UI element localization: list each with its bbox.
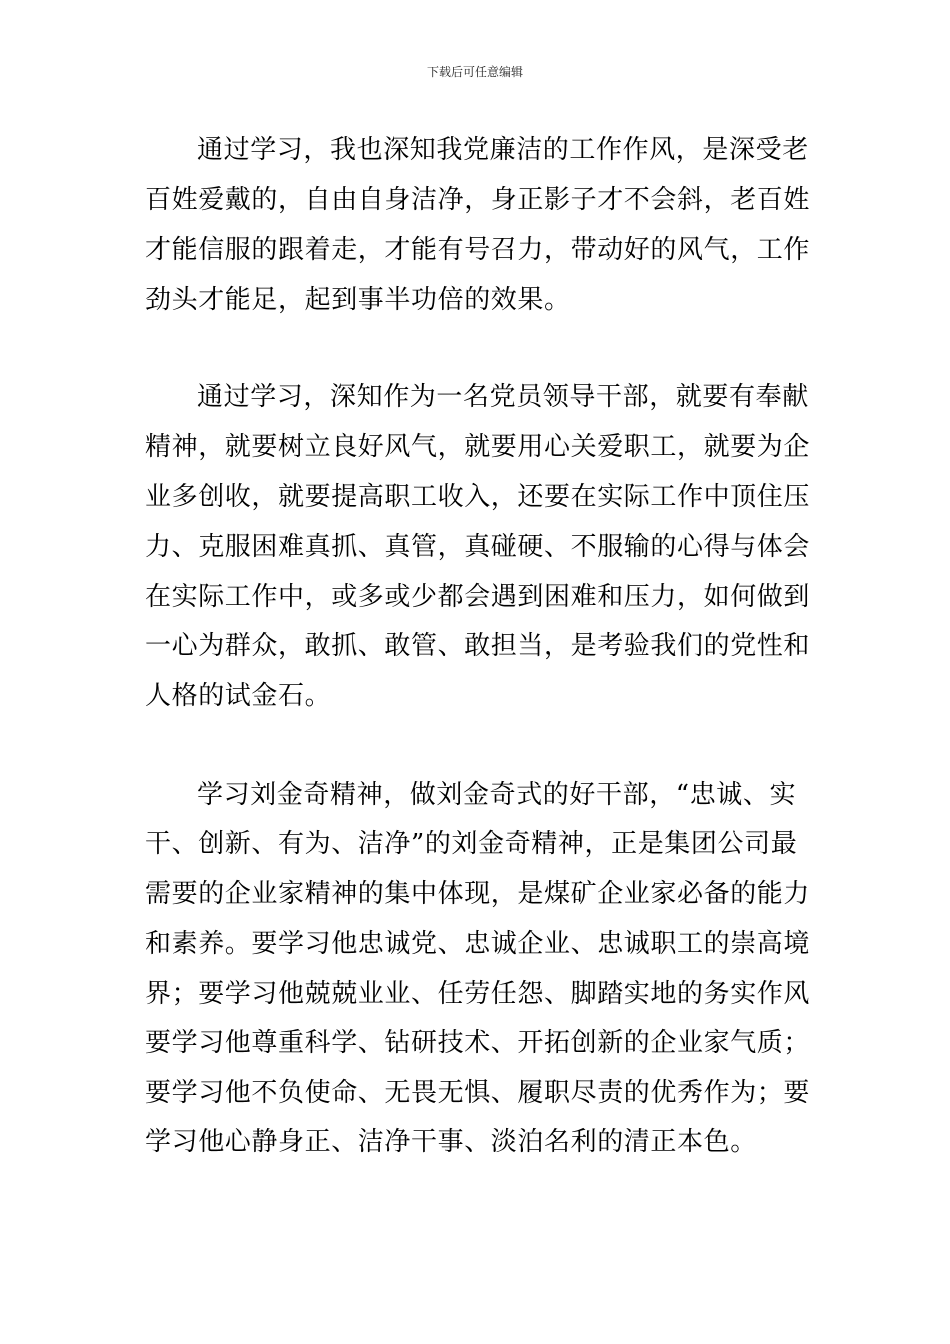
paragraph-line: 一心为群众，敢抓、敢管、敢担当，是考验我们的党性和 — [145, 631, 811, 661]
paragraph-line: 人格的试金石。 — [145, 681, 332, 711]
paragraph-line: 百姓爱戴的，自由自身洁净，身正影子才不会斜，老百姓 — [145, 185, 811, 215]
paragraph-line: 力、克服困难真抓、真管，真碰硬、不服输的心得与体会 — [145, 532, 811, 562]
page-header-note: 下载后可任意编辑 — [426, 65, 523, 79]
paragraph-line: 干、创新、有为、洁净”的刘金奇精神，正是集团公司最 — [145, 829, 798, 859]
paragraph-line: 才能信服的跟着走，才能有号召力，带动好的风气，工作 — [145, 235, 811, 265]
paragraph-line: 和素养。要学习他忠诚党、忠诚企业、忠诚职工的崇高境 — [145, 929, 811, 959]
paragraph-line: 在实际工作中，或多或少都会遇到困难和压力，如何做到 — [145, 582, 811, 612]
paragraph-line: 业多创收，就要提高职工收入，还要在实际工作中顶住压 — [145, 482, 811, 512]
paragraph-line: 劲头才能足，起到事半功倍的效果。 — [145, 285, 571, 315]
paragraph-line: 学习他心静身正、洁净干事、淡泊名利的清正本色。 — [145, 1127, 757, 1157]
paragraph-line: 通过学习，深知作为一名党员领导干部，就要有奉献 — [197, 382, 809, 412]
paragraph-line: 精神，就要树立良好风气，就要用心关爱职工，就要为企 — [145, 432, 811, 462]
paragraph-line: 要学习他尊重科学、钻研技术、开拓创新的企业家气质； — [145, 1028, 811, 1058]
paragraph-line: 界；要学习他兢兢业业、任劳任怨、脚踏实地的务实作风 — [145, 979, 811, 1009]
paragraph-line: 学习刘金奇精神，做刘金奇式的好干部，“忠诚、实 — [197, 780, 797, 810]
paragraph-line: 通过学习，我也深知我党廉洁的工作作风，是深受老 — [197, 135, 809, 165]
paragraph-line: 需要的企业家精神的集中体现，是煤矿企业家必备的能力 — [145, 879, 811, 909]
paragraph-line: 要学习他不负使命、无畏无惧、履职尽责的优秀作为；要 — [145, 1078, 811, 1108]
